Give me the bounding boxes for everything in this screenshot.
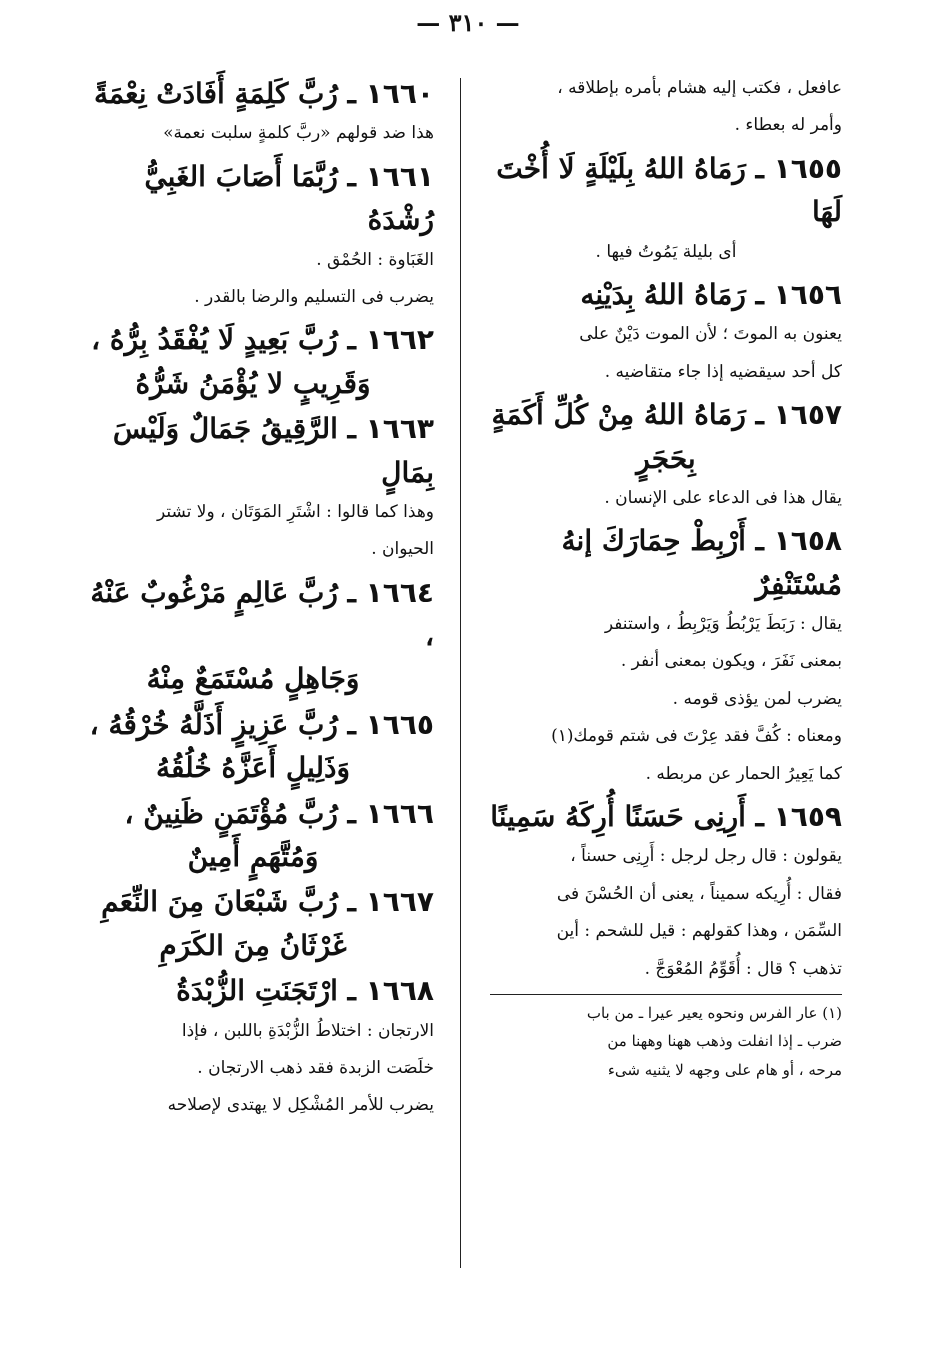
proverb-title: ١٦٥٨ ـ أَرْبِطْ حِمَارَكَ إنهُ مُسْتَنْفِرٌ xyxy=(561,524,842,601)
proverb-title: ١٦٦٣ ـ الرَّقِيقُ جَمَالٌ وَلَيْسَ بِمَالٍ xyxy=(112,412,434,489)
proverb-number: ١٦٦٢ xyxy=(365,323,434,357)
proverb-text: أَرْبِطْ حِمَارَكَ إنهُ مُسْتَنْفِرٌ xyxy=(561,524,842,601)
explanation-line: ومعناه : كُفَّ فقد عِرْتَ فى شتم قومك(١) xyxy=(551,726,842,747)
proverb-text: رُبَّمَا أَصَابَ الغَبِيُّ رُشْدَهُ xyxy=(144,159,434,237)
proverb-text: رُبَّ شَبْعَانَ مِنَ النِّعَمِ xyxy=(101,885,338,919)
proverb-title: ١٦٥٧ ـ رَمَاهُ اللهُ مِنْ كُلِّ أَكَمَةٍ xyxy=(491,398,842,432)
proverb-text-continued: غَرْثَانُ مِنَ الكَرَمِ xyxy=(159,928,347,962)
left-column xyxy=(72,70,434,1125)
proverb-title: ١٦٦٦ ـ رُبَّ مُؤْتَمَنٍ ظَنِينٌ ، xyxy=(124,796,434,830)
proverb-title: ١٦٦١ ـ رُبَّمَا أَصَابَ الغَبِيُّ رُشْدَهُ xyxy=(144,159,434,237)
proverb-title: ١٦٦٤ ـ رُبَّ عَالِمٍ مَرْغُوبٌ عَنْهُ ، xyxy=(90,575,434,653)
explanation-line: الغَبَاوة : الحُمْق . xyxy=(316,249,434,270)
proverb-text-continued: وَذَلِيلٍ أَعَزَّهُ خُلُقُهُ xyxy=(155,751,351,785)
proverb-title: ١٦٦٠ ـ رُبَّ كَلِمَةٍ أَفَادَتْ نِعْمَةً xyxy=(93,77,434,110)
proverb-text-continued: وَجَاهِلٍ مُسْتَمَعٌ مِنْهُ xyxy=(146,662,360,696)
right-column xyxy=(490,70,842,1084)
intro-line: وأمر له بعطاء . xyxy=(734,115,842,136)
proverb-number: ١٦٥٦ xyxy=(773,277,842,311)
explanation-line: أى بليلة يَمُوتُ فيها . xyxy=(595,241,737,262)
proverb-title: ١٦٥٩ ـ أَرِنِى حَسَنًا أُرِكَهُ سَمِينًا xyxy=(490,800,842,834)
proverb-text: رَمَاهُ اللهُ بِدَيْنِه xyxy=(580,277,746,311)
proverb-number: ١٦٦١ xyxy=(365,159,434,193)
explanation-line: كما يَعِيرُ الحمار عن مربطه . xyxy=(645,763,842,784)
proverb-number: ١٦٥٩ xyxy=(773,800,842,834)
explanation-line: تذهب ؟ قال : أُقَوِّمُ المُعْوَجَّ . xyxy=(644,958,842,979)
proverb-number: ١٦٥٧ xyxy=(773,398,842,432)
proverb-text: رُبَّ كَلِمَةٍ أَفَادَتْ نِعْمَةً xyxy=(93,77,338,110)
explanation-line: وهذا كما قالوا : اشْتَرِ المَوَتَان ، ولا تشتر xyxy=(156,501,434,522)
proverb-number: ١٦٦٤ xyxy=(365,575,434,609)
proverb-number: ١٦٥٥ xyxy=(773,151,842,185)
proverb-number: ١٦٥٨ xyxy=(773,524,842,558)
explanation-line: بمعنى نَفَرَ ، ويكون بمعنى أنفر . xyxy=(620,651,842,672)
explanation-line: فقال : أُرِيكه سميناً ، يعنى أن الحُسْنَ فى xyxy=(556,883,842,904)
proverb-text: رُبَّ عَزِيزٍ أَذَلَّهُ خُرْقُهُ ، xyxy=(89,707,338,741)
proverb-text: رُبَّ عَالِمٍ مَرْغُوبٌ عَنْهُ ، xyxy=(90,575,434,653)
explanation-line: الارتجان : اختلاطُ الزُّبْدَةِ باللبن ، فإذا xyxy=(181,1020,434,1041)
proverb-text: رَمَاهُ اللهُ مِنْ كُلِّ أَكَمَةٍ xyxy=(491,398,746,432)
proverb-text-continued: بِحَجَرٍ xyxy=(636,441,696,475)
footnote-separator xyxy=(490,994,842,995)
proverb-number: ١٦٦٨ xyxy=(365,974,434,1008)
page-number: — ٣١٠ — xyxy=(416,8,520,37)
proverb-text: رُبَّ بَعِيدٍ لَا يُفْقَدُ بِرُّهُ ، xyxy=(91,323,338,357)
explanation-line: الحيوان . xyxy=(371,539,434,560)
intro-line: عافعل ، فكتب إليه هشام بأمره بإطلاقه ، xyxy=(557,78,842,98)
proverb-text: ارْتَجَنَتِ الزُّبْدَةُ xyxy=(176,974,338,1008)
explanation-line: كل أحد سيقضيه إذا جاء متقاضيه . xyxy=(604,361,842,382)
proverb-title: ١٦٥٥ ـ رَمَاهُ اللهُ بِلَيْلَةٍ لَا أُخْتَ لَهَا xyxy=(496,151,842,229)
proverb-number: ١٦٦٦ xyxy=(365,796,434,830)
explanation-line: يقال هذا فى الدعاء على الإنسان . xyxy=(604,487,842,508)
proverb-title: ١٦٥٦ ـ رَمَاهُ اللهُ بِدَيْنِه xyxy=(580,277,842,311)
explanation-line: يقال : رَبَطَ يَرْبُطُ وَيَرْبِطُ ، واستنفر xyxy=(604,614,842,635)
explanation-line: يضرب للأمر المُشْكِل لا يهتدى لإصلاحه xyxy=(167,1095,434,1116)
proverb-title: ١٦٦٨ ـ ارْتَجَنَتِ الزُّبْدَةُ xyxy=(176,974,434,1008)
proverb-text: أَرِنِى حَسَنًا أُرِكَهُ سَمِينًا xyxy=(490,800,746,834)
proverb-text: رَمَاهُ اللهُ بِلَيْلَةٍ لَا أُخْتَ لَهَا xyxy=(496,151,842,229)
explanation-line: يعنون به الموتَ ؛ لأن الموت دَيْنٌ على xyxy=(579,324,842,345)
proverb-number: ١٦٦٧ xyxy=(365,885,434,919)
proverb-text-continued: وَمُتَّهَمٍ أَمِينٌ xyxy=(187,840,319,874)
explanation-line: يضرب فى التسليم والرضا بالقدر . xyxy=(194,286,434,307)
footnote-line: مرحه ، أو هام على وجهه لا يثنيه شىء xyxy=(607,1060,842,1079)
footnote-line: ضرب ـ إذا انفلت وذهب ههنا وههنا من xyxy=(607,1032,842,1051)
proverb-title: ١٦٦٢ ـ رُبَّ بَعِيدٍ لَا يُفْقَدُ بِرُّهُ ، xyxy=(91,323,434,357)
proverb-text-continued: وَقَرِيبٍ لا يُؤْمَنُ شَرُّهُ xyxy=(135,366,371,400)
proverb-title: ١٦٦٧ ـ رُبَّ شَبْعَانَ مِنَ النِّعَمِ xyxy=(101,885,434,919)
proverb-text: رُبَّ مُؤْتَمَنٍ ظَنِينٌ ، xyxy=(124,796,338,830)
explanation-line: هذا ضد قولهم «ربَّ كلمةٍ سلبت نعمة» xyxy=(163,123,434,144)
column-divider xyxy=(460,78,461,1268)
proverb-number: ١٦٦٠ xyxy=(365,77,434,110)
proverb-number: ١٦٦٣ xyxy=(365,412,434,446)
proverb-text: الرَّقِيقُ جَمَالٌ وَلَيْسَ بِمَالٍ xyxy=(112,412,434,489)
explanation-line: السِّمَن ، وهذا كقولهم : قيل للشحم : أين xyxy=(556,921,842,942)
proverb-number: ١٦٦٥ xyxy=(365,707,434,741)
explanation-line: خلَصَت الزبدة فقد ذهب الارتجان . xyxy=(197,1057,434,1078)
explanation-line: يضرب لمن يؤذى قومه . xyxy=(672,688,842,709)
proverb-title: ١٦٦٥ ـ رُبَّ عَزِيزٍ أَذَلَّهُ خُرْقُهُ ، xyxy=(89,707,434,741)
explanation-line: يقولون : قال رجل لرجل : أَرِنِى حسناً ، xyxy=(570,846,842,867)
footnote-line: (١) عار الفرس ونحوه يعير عيرا ـ من باب xyxy=(586,1003,842,1022)
